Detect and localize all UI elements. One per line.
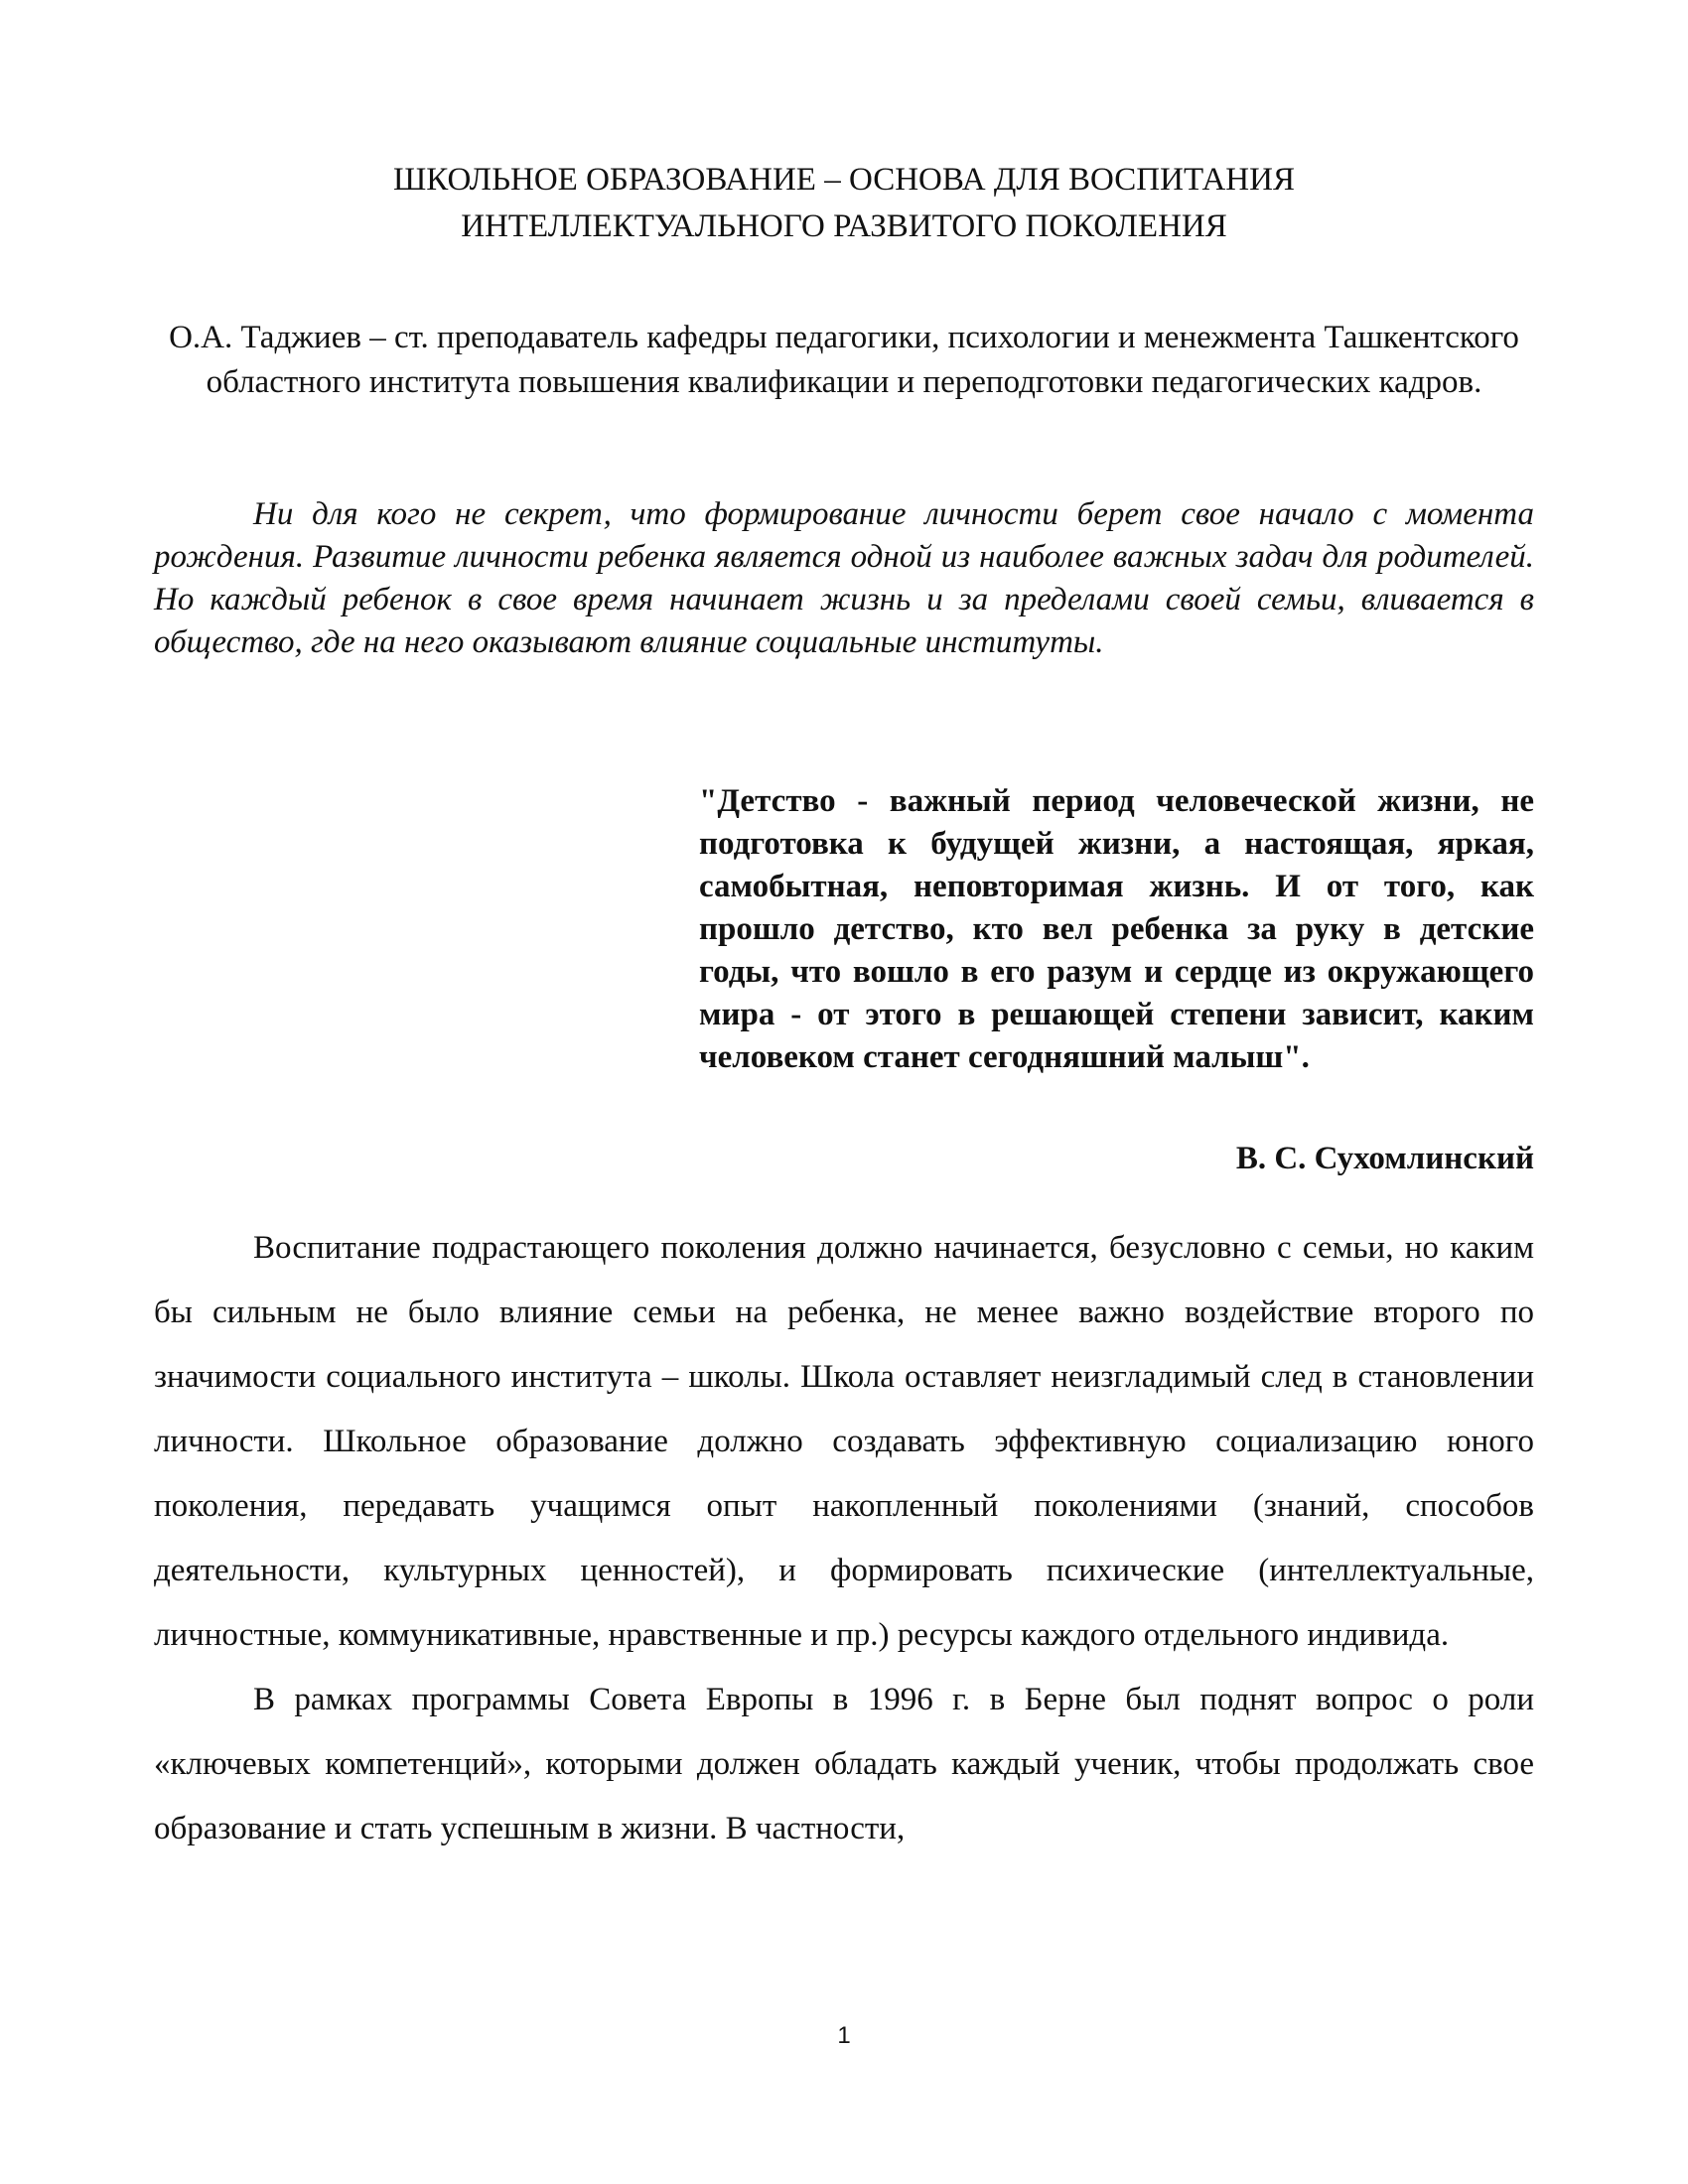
body-text (154, 1216, 1534, 1861)
author-affiliation: О.А. Таджиев – ст. преподаватель кафедры педагогики, психологии и менежмента Ташкентского областного института повышения квалификации и переподготовки педагогических кадров. (169, 320, 1519, 400)
epigraph-quote: "Детство - важный период человеческой жизни, не подготовка к будущей жизни, а настоящая, яркая, самобытная, неповторимая жизнь. И от того, как прошло детство, кто вел ребенка за руку в детские годы, что вошло в его разум и сердце из окружающего мира - от этого в решающей степени зависит, каким человеком станет сегодняшний малыш". (699, 783, 1534, 1075)
epigraph-author: В. С. Сухомлинский (1235, 1141, 1534, 1176)
document-title (154, 157, 1534, 250)
title-line-2: ИНТЕЛЛЕКТУАЛЬНОГО РАЗВИТОГО ПОКОЛЕНИЯ (461, 208, 1227, 244)
abstract-paragraph: Ни для кого не секрет, что формирование личности берет свое начало с момента рождения. Развитие личности ребенка является одной из наиболее важных задач для родителей. Но каждый ребенок в свое время начинает жизнь и за пределами своей семьи, вливается в общество, где на него оказывают влияние социальные институты. (154, 496, 1534, 660)
page-number: 1 (837, 2022, 851, 2049)
title-line-1: ШКОЛЬНОЕ ОБРАЗОВАНИЕ – ОСНОВА ДЛЯ ВОСПИТАНИЯ (393, 162, 1295, 198)
body-paragraph-2: В рамках программы Совета Европы в 1996 г. в Берне был поднят вопрос о роли «ключевых компетенций», которыми должен обладать каждый ученик, чтобы продолжать свое образование и стать успешным в жизни. В частности, (154, 1682, 1534, 1846)
body-paragraph-1: Воспитание подрастающего поколения должно начинается, безусловно с семьи, но каким бы сильным не было влияние семьи на ребенка, не менее важно воздействие второго по значимости социального института – школы. Школа оставляет неизгладимый след в становлении личности. Школьное образование должно создавать эффективную социализацию юного поколения, передавать учащимся опыт накопленный поколениями (знаний, способов деятельности, культурных ценностей), и формировать психические (интеллектуальные, личностные, коммуникативные, нравственные и пр.) ресурсы каждого отдельного индивида. (154, 1230, 1534, 1653)
